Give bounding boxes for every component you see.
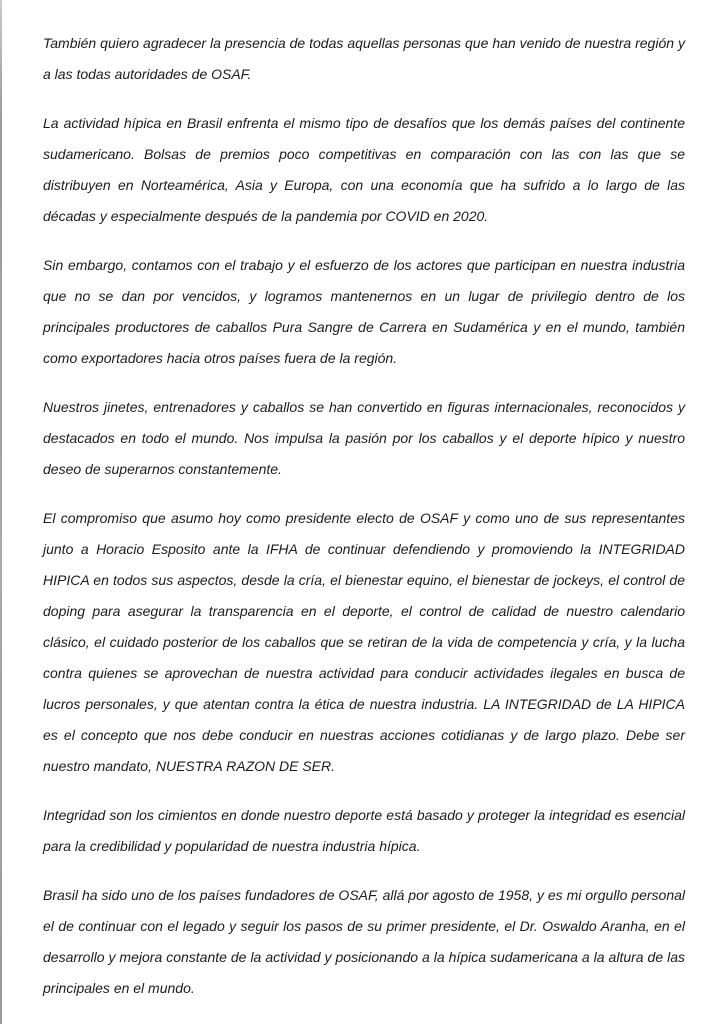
paragraph-international-figures: Nuestros jinetes, entrenadores y caballos se han convertido en figuras internacionales, reconocidos y destacados en todo el mundo. Nos impulsa la pasión por los caballos y el deporte hípico y nuestro deseo de superarnos constantemente. <box>43 399 685 477</box>
scan-edge-artifact <box>0 0 2 1024</box>
paragraph-industry-resilience: Sin embargo, contamos con el trabajo y el esfuerzo de los actores que participan en nuestra industria que no se dan por vencidos, y logramos mantenernos en un lugar de privilegio dentro de los principales productores de caballos Pura Sangre de Carrera en Sudamérica y en el mundo, también como exportadores hacia otros países fuera de la región. <box>43 257 685 366</box>
paragraph-integrity-foundation: Integridad son los cimientos en donde nuestro deporte está basado y proteger la integridad es esencial para la credibilidad y popularidad de nuestra industria hípica. <box>43 807 685 854</box>
document-content <box>43 28 685 1004</box>
paragraph-brasil-founder: Brasil ha sido uno de los países fundadores de OSAF, allá por agosto de 1958, y es mi orgullo personal el de continuar con el legado y seguir los pasos de su primer presidente, el Dr. Oswaldo Aranha, en el desarrollo y mejora constante de la actividad y posicionando a la hípica sudamericana a la altura de las principales en el mundo. <box>43 887 685 996</box>
paragraph-greeting: También quiero agradecer la presencia de todas aquellas personas que han venido de nuestra región y a las todas autoridades de OSAF. <box>43 35 685 82</box>
paragraph-integrity-commitment: El compromiso que asumo hoy como presidente electo de OSAF y como uno de sus representantes junto a Horacio Esposito ante la IFHA de continuar defendiendo y promoviendo la INTEGRIDAD HIPICA en todos sus aspectos, desde la cría, el bienestar equino, el bienestar de jockeys, el control de doping para asegurar la transparencia en el deporte, el control de calidad de nuestro calendario clásico, el cuidado posterior de los caballos que se retiran de la vida de competencia y cría, y la lucha contra quienes se aprovechan de nuestra actividad para conducir actividades ilegales en busca de lucros personales, y que atentan contra la ética de nuestra industria. LA INTEGRIDAD de LA HIPICA es el concepto que nos debe conducir en nuestras acciones cotidianas y de largo plazo. Debe ser nuestro mandato, NUESTRA RAZON DE SER. <box>43 510 685 774</box>
paragraph-challenges: La actividad hípica en Brasil enfrenta el mismo tipo de desafíos que los demás países del continente sudamericano. Bolsas de premios poco competitivas en comparación con las con las que se distribuyen en Norteamérica, Asia y Europa, con una economía que ha sufrido a lo largo de las décadas y especialmente después de la pandemia por COVID en 2020. <box>43 115 685 224</box>
